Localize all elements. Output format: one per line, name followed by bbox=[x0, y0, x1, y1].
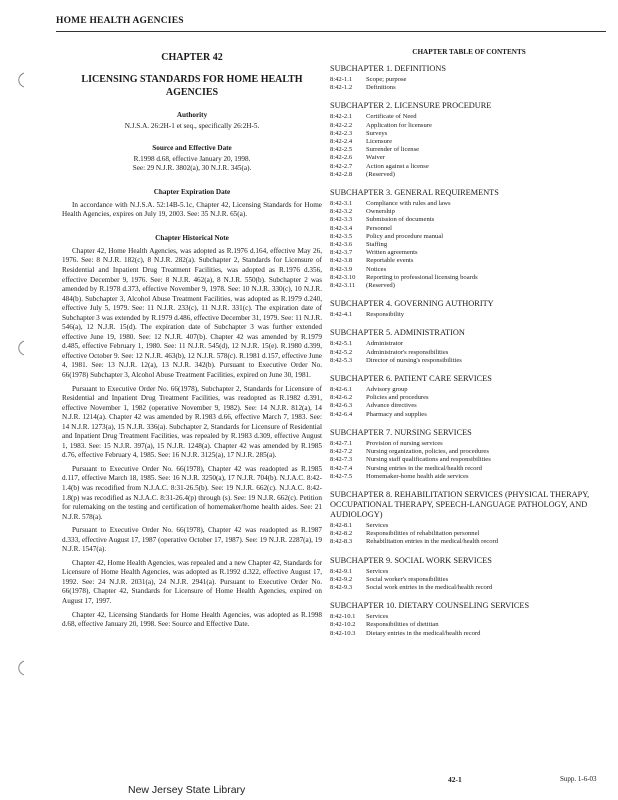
subchapter-heading: SUBCHAPTER 8. REHABILITATION SERVICES (PHYSICAL THERAPY, OCCUPATIONAL THERAPY, SPEECH-LANGUAGE PATHOLOGY, AND AUDIOLOGY) bbox=[330, 489, 590, 519]
expiration-text: In accordance with N.J.S.A. 52:14B-5.1c, Chapter 42, Licensing Standards for Home Health Agencies, expires on July 19, 2003. See: 35 N.J.R. 65(a). bbox=[62, 200, 322, 219]
section-number: 8:42-6.1 bbox=[330, 386, 353, 394]
authority-heading: Authority bbox=[176, 111, 208, 119]
section-number: 8:42-2.2 bbox=[330, 121, 353, 129]
toc-entry bbox=[330, 266, 608, 274]
section-number: 8:42-5.1 bbox=[330, 340, 353, 348]
section-number: 8:42-2.3 bbox=[330, 129, 353, 137]
chapter-number: CHAPTER 42 bbox=[161, 52, 223, 63]
section-title: Administrator's responsibilities bbox=[366, 348, 449, 356]
section-number: 8:42-3.11 bbox=[330, 282, 356, 290]
section-title: Waiver bbox=[366, 154, 385, 162]
section-number: 8:42-3.9 bbox=[330, 265, 353, 273]
section-title: Policies and procedures bbox=[366, 394, 429, 402]
toc-entry bbox=[330, 584, 608, 592]
section-title: Submission of documents bbox=[366, 216, 435, 224]
subchapter-section-list bbox=[330, 440, 608, 481]
section-title: Written agreements bbox=[366, 249, 418, 257]
toc-entry bbox=[330, 411, 608, 419]
section-number: 8:42-1.2 bbox=[330, 84, 353, 92]
toc-entry bbox=[330, 84, 608, 92]
section-title: Scope; purpose bbox=[366, 76, 407, 83]
section-title: Nursing organization, policies, and procedures bbox=[366, 448, 489, 456]
section-title: Application for licensure bbox=[366, 121, 432, 129]
toc-entry bbox=[330, 208, 608, 216]
section-number: 8:42-8.3 bbox=[330, 538, 353, 546]
subchapter-section-list bbox=[330, 340, 608, 365]
section-number: 8:42-10.3 bbox=[330, 629, 356, 637]
toc-entry bbox=[330, 233, 608, 241]
toc-entry bbox=[330, 456, 608, 464]
section-number: 8:42-10.2 bbox=[330, 621, 356, 629]
section-title: Nursing staff qualifications and responsibilities bbox=[366, 456, 491, 464]
chapter-front-matter bbox=[62, 38, 322, 634]
subchapter-section-list bbox=[330, 613, 608, 638]
toc-entry bbox=[330, 76, 608, 84]
subchapter-heading: SUBCHAPTER 9. SOCIAL WORK SERVICES bbox=[330, 555, 492, 565]
subchapter-heading: SUBCHAPTER 3. GENERAL REQUIREMENTS bbox=[330, 188, 499, 198]
toc-entry bbox=[330, 113, 608, 121]
subchapter-heading: SUBCHAPTER 2. LICENSURE PROCEDURE bbox=[330, 101, 492, 111]
section-title: Provision of nursing services bbox=[366, 439, 443, 447]
chapter-title: LICENSING STANDARDS FOR HOME HEALTH AGENCIES bbox=[81, 74, 303, 98]
toc-entry bbox=[330, 225, 608, 233]
section-title: Administrator bbox=[366, 340, 403, 348]
toc-entry bbox=[330, 216, 608, 224]
section-title: Advance directives bbox=[366, 402, 417, 410]
subchapter-heading: SUBCHAPTER 6. PATIENT CARE SERVICES bbox=[330, 374, 492, 384]
toc-entry bbox=[330, 386, 608, 394]
history-paragraph: Chapter 42, Home Health Agencies, was repealed and a new Chapter 42, Standards for Licensure of Home Health Agencies, was adopted as R.1992 d.322, effective August 17, 1992. See: 24 N.J.R. 2031(a), 24 N.J.R. 2941(a). Pursuant to Executive Order No. 66(1978), Chapter 42, Standards for Licensure of Home Health Agencies, expired on August 17, 1997. bbox=[62, 558, 322, 606]
section-title: Surveys bbox=[366, 129, 388, 137]
section-number: 8:42-7.1 bbox=[330, 439, 353, 447]
section-number: 8:42-2.8 bbox=[330, 170, 353, 178]
section-number: 8:42-2.5 bbox=[330, 146, 353, 154]
section-title: Policy and procedure manual bbox=[366, 232, 444, 240]
section-number: 8:42-2.4 bbox=[330, 138, 353, 146]
supplement-date: Supp. 1-6-03 bbox=[560, 775, 597, 783]
source-line: R.1998 d.68, effective January 20, 1998. bbox=[133, 154, 251, 163]
section-title: Homemaker-home health aide services bbox=[366, 472, 469, 480]
history-paragraph: Pursuant to Executive Order No. 66(1978), Subchapter 2, Standards for Licensure of Residential and Inpatient Drug Treatment Facilities, was readopted as R.1982 d.391, effective November 1, 1982 (operative November 9, 1982). See: 14 N.J.R. 812(a), 14 N.J.R. 1214(a). Chapter 42 was amended by R.1983 d.66, effective March 7, 1983. See: 14 N.J.R. 1273(a), 15 N.J.R. 336(a). Subchapter 2, Standards for Licensure of Residential and Inpatient Drug Treatment Facilities, was repealed by R.1983 d.309, effective August 1, 1983. See: 15 N.J.R. 397(a), 15 N.J.R. 1248(a). Chapter 42 was amended by R.1985 d.76, effective February 4, 1985. See: 16 N.J.R. 3125(a), 17 N.J.R. 285(a). bbox=[62, 384, 322, 460]
section-number: 8:42-2.6 bbox=[330, 154, 353, 162]
section-title: Responsibilities of dietitian bbox=[366, 621, 439, 629]
subchapter-section-list bbox=[330, 568, 608, 593]
section-title: Notices bbox=[366, 265, 387, 273]
subchapter-heading: SUBCHAPTER 4. GOVERNING AUTHORITY bbox=[330, 299, 494, 309]
subchapter-heading: SUBCHAPTER 1. DEFINITIONS bbox=[330, 64, 446, 73]
toc-entry bbox=[330, 349, 608, 357]
toc-entry bbox=[330, 357, 608, 365]
section-title: Surrender of license bbox=[366, 146, 420, 154]
section-title: Director of nursing's responsibilities bbox=[366, 356, 462, 364]
library-stamp: New Jersey State Library bbox=[128, 784, 246, 796]
section-number: 8:42-3.5 bbox=[330, 232, 353, 240]
toc-entry bbox=[330, 171, 608, 179]
section-title: Certificate of Need bbox=[366, 113, 417, 121]
section-number: 8:42-5.3 bbox=[330, 356, 353, 364]
section-number: 8:42-9.2 bbox=[330, 575, 353, 583]
section-title: Staffing bbox=[366, 241, 388, 249]
subchapter-section-list bbox=[330, 386, 608, 419]
section-number: 8:42-4.1 bbox=[330, 311, 353, 319]
section-number: 8:42-3.3 bbox=[330, 216, 353, 224]
toc-entry bbox=[330, 200, 608, 208]
history-paragraph: Chapter 42, Licensing Standards for Home Health Agencies, was adopted as R.1998 d.68, effective January 20, 1998. See: Source and Effective Date. bbox=[62, 610, 322, 629]
toc-entry bbox=[330, 465, 608, 473]
section-number: 8:42-8.1 bbox=[330, 521, 353, 529]
section-title: (Reserved) bbox=[366, 282, 395, 290]
toc-entry bbox=[330, 621, 608, 629]
toc-entry bbox=[330, 122, 608, 130]
section-number: 8:42-7.5 bbox=[330, 472, 353, 480]
toc-entry bbox=[330, 473, 608, 481]
section-title: Reporting to professional licensing boards bbox=[366, 273, 478, 281]
running-head: HOME HEALTH AGENCIES bbox=[56, 16, 184, 26]
section-number: 8:42-5.2 bbox=[330, 348, 353, 356]
section-number: 8:42-8.2 bbox=[330, 530, 353, 538]
section-number: 8:42-3.10 bbox=[330, 273, 356, 281]
history-paragraph: Chapter 42, Home Health Agencies, was adopted as R.1976 d.164, effective May 26, 1976. See: 8 N.J.R. 182(c), 8 N.J.R. 282(a). Subchapter 2, Standards for Licensure of Residential and Inpatient Drug Treatment Facilities, was adopted as R.1976 d.356, effective December 9, 1976. See: 8 N.J.R. 462(a), 8 N.J.R. 550(b). Subchapter 2 was amended by R.1978 d.373, effective November 9, 1978. See: 10 N.J.R. 330(c), 10 N.J.R. 484(b). Subchapter 3, Alcohol Abuse Treatment Facilities, was adopted as R.1979 d.240, effective July 5, 1979. See: 11 N.J.R. 233(c), 11 N.J.R. 331(c). The expiration date of Subchapter 3 was extended by R.1979 d.486, effective December 31, 1979. See: 11 N.J.R. 546(a), 12 N.J.R. 15(d). The expiration date of Subchapter 3 was further extended effective June 19, 1980. See: 12 N.J.R. 407(b). Chapter 42 was amended by R.1979 d.485, effective February 1, 1980. See: 11 N.J.R. 545(d), 12 N.J.R. 15(e). R.1980 d.399, effective October 9. See: 12 N.J.R. 463(b), 12 N.J.R. 578(c). R.1981 d.157, effective June 4, 1981. See: 13 N.J.R. 12(a), 13 N.J.R. 342(b). Pursuant to Executive Order No. 66(1978) Subchapter 3, Alcohol Abuse Treatment Facilities, expired on June 30, 1981. bbox=[62, 246, 322, 379]
section-number: 8:42-6.2 bbox=[330, 394, 353, 402]
section-number: 8:42-7.2 bbox=[330, 448, 353, 456]
section-title: Licensure bbox=[366, 138, 392, 146]
toc-entry bbox=[330, 163, 608, 171]
toc-entry bbox=[330, 154, 608, 162]
section-title: Compliance with rules and laws bbox=[366, 200, 451, 208]
toc-entry bbox=[330, 522, 608, 530]
section-number: 8:42-2.1 bbox=[330, 113, 353, 121]
toc-entry bbox=[330, 538, 608, 546]
section-title: Ownership bbox=[366, 208, 395, 216]
toc-entry bbox=[330, 448, 608, 456]
section-number: 8:42-7.4 bbox=[330, 464, 353, 472]
section-title: Responsibilities of rehabilitation personnel bbox=[366, 530, 480, 538]
section-number: 8:42-3.2 bbox=[330, 208, 353, 216]
subchapter-section-list bbox=[330, 522, 608, 547]
toc-entry bbox=[330, 576, 608, 584]
section-number: 8:42-2.7 bbox=[330, 162, 353, 170]
section-title: Services bbox=[366, 521, 389, 529]
subchapter-section-list bbox=[330, 200, 608, 290]
section-title: Definitions bbox=[366, 84, 396, 92]
section-number: 8:42-9.3 bbox=[330, 583, 353, 591]
section-number: 8:42-3.4 bbox=[330, 224, 353, 232]
section-number: 8:42-3.6 bbox=[330, 241, 353, 249]
section-number: 8:42-1.1 bbox=[330, 76, 353, 83]
source-heading: Source and Effective Date bbox=[152, 143, 232, 152]
section-title: Rehabilitation entries in the medical/health record bbox=[366, 538, 499, 546]
authority-text: N.J.S.A. 26:2H-1 et seq., specifically 26:2H-5. bbox=[124, 122, 260, 130]
history-paragraph: Pursuant to Executive Order No. 66(1978), Chapter 42 was readopted as R.1987 d.333, effective August 17, 1987 (operative October 17, 1987). See: 19 N.J.R. 2287(a), 19 N.J.R. 1547(a). bbox=[62, 526, 322, 554]
section-number: 8:42-7.3 bbox=[330, 456, 353, 464]
section-number: 8:42-9.1 bbox=[330, 567, 353, 575]
section-title: Social worker's responsibilities bbox=[366, 575, 449, 583]
section-number: 8:42-3.7 bbox=[330, 249, 353, 257]
section-title: (Reserved) bbox=[366, 170, 395, 178]
toc-entry bbox=[330, 274, 608, 282]
section-number: 8:42-3.1 bbox=[330, 200, 353, 208]
header-rule bbox=[56, 31, 606, 32]
toc-entry bbox=[330, 282, 608, 290]
table-of-contents bbox=[330, 38, 608, 638]
section-number: 8:42-6.3 bbox=[330, 402, 353, 410]
toc-entry bbox=[330, 394, 608, 402]
section-title: Personnel bbox=[366, 224, 393, 232]
source-line: See: 29 N.J.R. 3802(a), 30 N.J.R. 345(a). bbox=[132, 164, 252, 173]
subchapter-section-list bbox=[330, 76, 608, 92]
subchapter-section-list bbox=[330, 311, 608, 319]
toc-entry bbox=[330, 440, 608, 448]
toc-title: CHAPTER TABLE OF CONTENTS bbox=[412, 48, 526, 56]
section-title: Action against a license bbox=[366, 162, 429, 170]
toc-body bbox=[330, 64, 608, 638]
section-number: 8:42-3.8 bbox=[330, 257, 353, 265]
subchapter-heading: SUBCHAPTER 7. NURSING SERVICES bbox=[330, 427, 472, 437]
toc-entry bbox=[330, 249, 608, 257]
expiration-heading: Chapter Expiration Date bbox=[153, 187, 231, 196]
subchapter-section-list bbox=[330, 113, 608, 179]
toc-entry bbox=[330, 402, 608, 410]
toc-entry bbox=[330, 138, 608, 146]
subchapter-heading: SUBCHAPTER 5. ADMINISTRATION bbox=[330, 328, 465, 338]
punch-hole-mark-icon bbox=[14, 660, 28, 676]
section-title: Nursing entries in the medical/health record bbox=[366, 464, 482, 472]
punch-hole-mark-icon bbox=[14, 72, 28, 88]
section-title: Social work entries in the medical/health record bbox=[366, 583, 493, 591]
history-heading: Chapter Historical Note bbox=[155, 233, 229, 242]
section-title: Pharmacy and supplies bbox=[366, 410, 427, 418]
section-number: 8:42-10.1 bbox=[330, 613, 356, 621]
section-title: Responsibility bbox=[366, 311, 405, 319]
toc-entry bbox=[330, 257, 608, 265]
section-number: 8:42-6.4 bbox=[330, 410, 353, 418]
toc-entry bbox=[330, 146, 608, 154]
page-number: 42-1 bbox=[448, 775, 462, 784]
section-title: Services bbox=[366, 613, 389, 621]
section-title: Reportable events bbox=[366, 257, 414, 265]
toc-entry bbox=[330, 311, 608, 319]
toc-entry bbox=[330, 340, 608, 348]
toc-entry bbox=[330, 130, 608, 138]
toc-entry bbox=[330, 613, 608, 621]
toc-entry bbox=[330, 530, 608, 538]
punch-hole-mark-icon bbox=[14, 340, 28, 356]
history-paragraph: Pursuant to Executive Order No. 66(1978), Chapter 42 was readopted as R.1985 d.117, effective March 18, 1985. See: 16 N.J.R. 3250(a), 17 N.J.R. 704(b). N.J.A.C. 8:42-1.4(b) was recodified from N.J.A.C. 8:31-26.5(b). See: 19 N.J.R. 662(c). N.J.A.C. 8:42-1.8(p) was recodified as N.J.A.C. 8:31-26.4(p) through (s). See: 19 N.J.R. 662(c). Petition for rulemaking on the testing and certification of homemaker/home health aides. See: 21 N.J.R. 578(a). bbox=[62, 464, 322, 521]
section-title: Services bbox=[366, 567, 389, 575]
toc-entry bbox=[330, 241, 608, 249]
toc-entry bbox=[330, 568, 608, 576]
toc-entry bbox=[330, 630, 608, 638]
section-title: Advisory group bbox=[366, 386, 408, 394]
section-title: Dietary entries in the medical/health record bbox=[366, 629, 481, 637]
subchapter-heading: SUBCHAPTER 10. DIETARY COUNSELING SERVICES bbox=[330, 601, 530, 611]
